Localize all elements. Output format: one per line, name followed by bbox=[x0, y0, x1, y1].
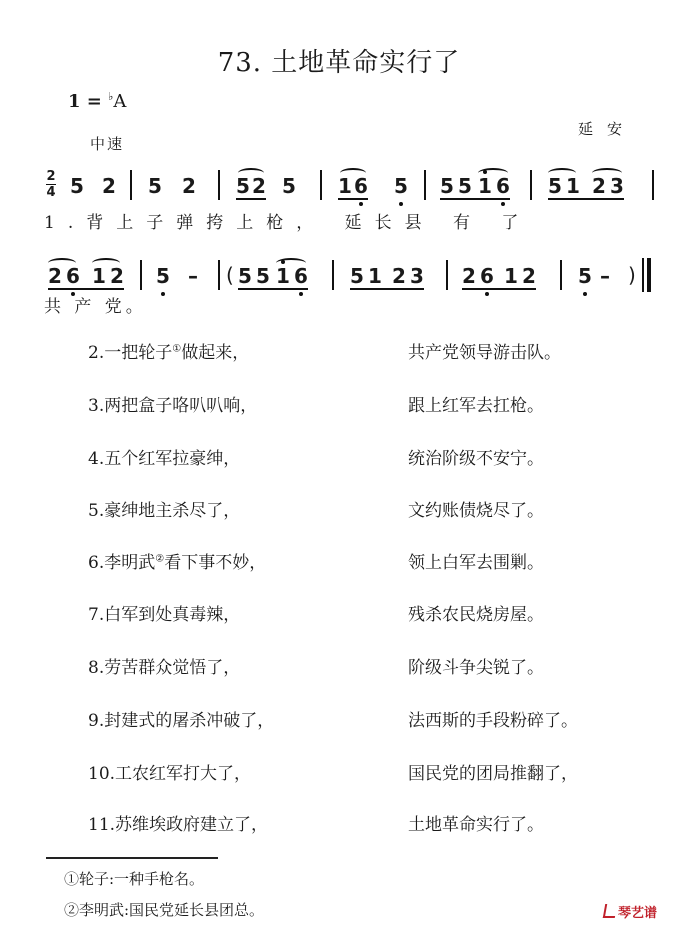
slur bbox=[48, 258, 76, 268]
repeat-close-paren: ) bbox=[628, 263, 636, 287]
note: 6 bbox=[496, 174, 510, 198]
time-signature-top: 2 bbox=[46, 169, 56, 184]
bar-line bbox=[332, 260, 334, 290]
note: 6 bbox=[294, 264, 308, 288]
verse-2-left bbox=[88, 338, 249, 363]
note: 2 bbox=[462, 264, 476, 288]
verse-5-right: 文约账债烧尽了。 bbox=[408, 501, 544, 521]
note: 5 bbox=[350, 264, 364, 288]
final-bar-thin bbox=[642, 258, 644, 292]
slur bbox=[592, 168, 622, 178]
note: 1 bbox=[92, 264, 106, 288]
flat-sign: ♭ bbox=[108, 90, 114, 103]
low-octave-dot bbox=[583, 292, 587, 296]
lyric-text: 1.背上子弹挎上枪， 延长县 有 了 bbox=[44, 213, 532, 233]
note: – bbox=[188, 264, 198, 288]
footnote-2: ②李明武:国民党延长县团总。 bbox=[64, 901, 265, 919]
note: 6 bbox=[480, 264, 494, 288]
key-note: A bbox=[113, 91, 127, 112]
note: 2 bbox=[252, 174, 266, 198]
note: 5 bbox=[70, 174, 84, 198]
song-title: 73. 土地革命实行了 bbox=[217, 48, 461, 78]
underline-beam bbox=[462, 288, 536, 290]
verse-8-right: 阶级斗争尖锐了。 bbox=[408, 658, 544, 678]
underline-beam bbox=[548, 198, 624, 200]
note: 6 bbox=[354, 174, 368, 198]
note: 1 bbox=[566, 174, 580, 198]
verse-6-left bbox=[88, 548, 266, 573]
bar-line bbox=[652, 170, 654, 200]
underline-beam bbox=[238, 288, 308, 290]
verse-8-left: 8.劳苦群众觉悟了， bbox=[88, 658, 241, 678]
key-prefix: 1 = bbox=[68, 91, 102, 112]
note: 2 bbox=[522, 264, 536, 288]
notation-line-1 bbox=[40, 168, 660, 204]
lyric-line-1 bbox=[44, 208, 531, 233]
underline-beam bbox=[48, 288, 124, 290]
time-signature bbox=[46, 170, 56, 199]
note: 5 bbox=[238, 264, 252, 288]
note: 1 bbox=[338, 174, 352, 198]
verse-10-left: 10.工农红军打大了， bbox=[88, 764, 252, 784]
note: 5 bbox=[282, 174, 296, 198]
footnote-mark: ② bbox=[155, 553, 165, 565]
footnote-mark: ① bbox=[172, 343, 182, 355]
slur bbox=[340, 168, 366, 178]
low-octave-dot bbox=[359, 202, 363, 206]
watermark-text: 琴艺谱 bbox=[618, 906, 658, 921]
verse-11-right: 土地革命实行了。 bbox=[408, 815, 544, 835]
verse-text: 看下事不妙， bbox=[164, 553, 267, 573]
bar-line bbox=[446, 260, 448, 290]
low-octave-dot bbox=[501, 202, 505, 206]
note: 2 bbox=[392, 264, 406, 288]
slur bbox=[238, 168, 264, 178]
verse-7-left: 7.白军到处真毒辣， bbox=[88, 605, 241, 625]
verse-text: 2.一把轮子 bbox=[88, 343, 173, 363]
note: – bbox=[600, 264, 610, 288]
underline-beam bbox=[440, 198, 510, 200]
note: 1 bbox=[276, 264, 290, 288]
verse-text: 6.李明武 bbox=[88, 553, 156, 573]
note: 6 bbox=[66, 264, 80, 288]
final-bar-thick bbox=[647, 258, 651, 292]
underline-beam bbox=[350, 288, 424, 290]
low-octave-dot bbox=[485, 292, 489, 296]
note: 2 bbox=[592, 174, 606, 198]
repeat-open-paren: ( bbox=[226, 263, 234, 287]
lyric-text: 共 产 党。 bbox=[44, 297, 147, 317]
bar-line bbox=[140, 260, 142, 290]
verse-5-left: 5.豪绅地主杀尽了， bbox=[88, 501, 241, 521]
note: 5 bbox=[236, 174, 250, 198]
verse-10-right: 国民党的团局推翻了， bbox=[408, 764, 578, 784]
slur bbox=[276, 258, 306, 268]
verse-6-right: 领上白军去围剿。 bbox=[408, 553, 544, 573]
lyric-line-2 bbox=[44, 292, 147, 317]
key-signature bbox=[68, 90, 126, 112]
bar-line bbox=[530, 170, 532, 200]
note: 1 bbox=[478, 174, 492, 198]
bar-line bbox=[560, 260, 562, 290]
low-octave-dot bbox=[399, 202, 403, 206]
verse-2-right: 共产党领导游击队。 bbox=[408, 343, 561, 363]
verse-9-right: 法西斯的手段粉碎了。 bbox=[408, 711, 578, 731]
time-signature-bottom: 4 bbox=[46, 185, 56, 200]
bar-line bbox=[320, 170, 322, 200]
footnote-1: ①轮子:一种手枪名。 bbox=[64, 870, 205, 888]
underline-beam bbox=[338, 198, 368, 200]
verse-3-left: 3.两把盒子咯叭叭响， bbox=[88, 396, 258, 416]
bar-line bbox=[424, 170, 426, 200]
notation-line-2 bbox=[40, 258, 660, 294]
note: 2 bbox=[182, 174, 196, 198]
note: 1 bbox=[504, 264, 518, 288]
note: 5 bbox=[156, 264, 170, 288]
tempo-marking: 中速 bbox=[90, 135, 125, 153]
note: 3 bbox=[410, 264, 424, 288]
note: 5 bbox=[440, 174, 454, 198]
slur bbox=[478, 168, 508, 178]
bar-line bbox=[130, 170, 132, 200]
note: 5 bbox=[256, 264, 270, 288]
verse-4-left: 4.五个红军拉豪绅， bbox=[88, 449, 241, 469]
note: 1 bbox=[368, 264, 382, 288]
note: 3 bbox=[610, 174, 624, 198]
song-origin: 延安 bbox=[578, 120, 637, 138]
watermark-logo bbox=[604, 902, 657, 921]
note: 5 bbox=[548, 174, 562, 198]
underline-beam bbox=[236, 198, 266, 200]
low-octave-dot bbox=[299, 292, 303, 296]
verse-text: 做起来， bbox=[181, 343, 250, 363]
verse-11-left: 11.苏维埃政府建立了， bbox=[88, 815, 269, 835]
verse-7-right: 残杀农民烧房屋。 bbox=[408, 605, 544, 625]
note: 5 bbox=[578, 264, 592, 288]
note: 2 bbox=[110, 264, 124, 288]
note: 5 bbox=[148, 174, 162, 198]
low-octave-dot bbox=[161, 292, 165, 296]
note: 2 bbox=[102, 174, 116, 198]
footnote-divider bbox=[46, 857, 218, 859]
logo-icon bbox=[603, 904, 617, 918]
note: 2 bbox=[48, 264, 62, 288]
bar-line bbox=[218, 260, 220, 290]
verse-9-left: 9.封建式的屠杀冲破了， bbox=[88, 711, 275, 731]
slur bbox=[548, 168, 576, 178]
slur bbox=[92, 258, 120, 268]
note: 5 bbox=[394, 174, 408, 198]
bar-line bbox=[218, 170, 220, 200]
note: 5 bbox=[458, 174, 472, 198]
verse-3-right: 跟上红军去扛枪。 bbox=[408, 396, 544, 416]
verse-4-right: 统治阶级不安宁。 bbox=[408, 449, 544, 469]
